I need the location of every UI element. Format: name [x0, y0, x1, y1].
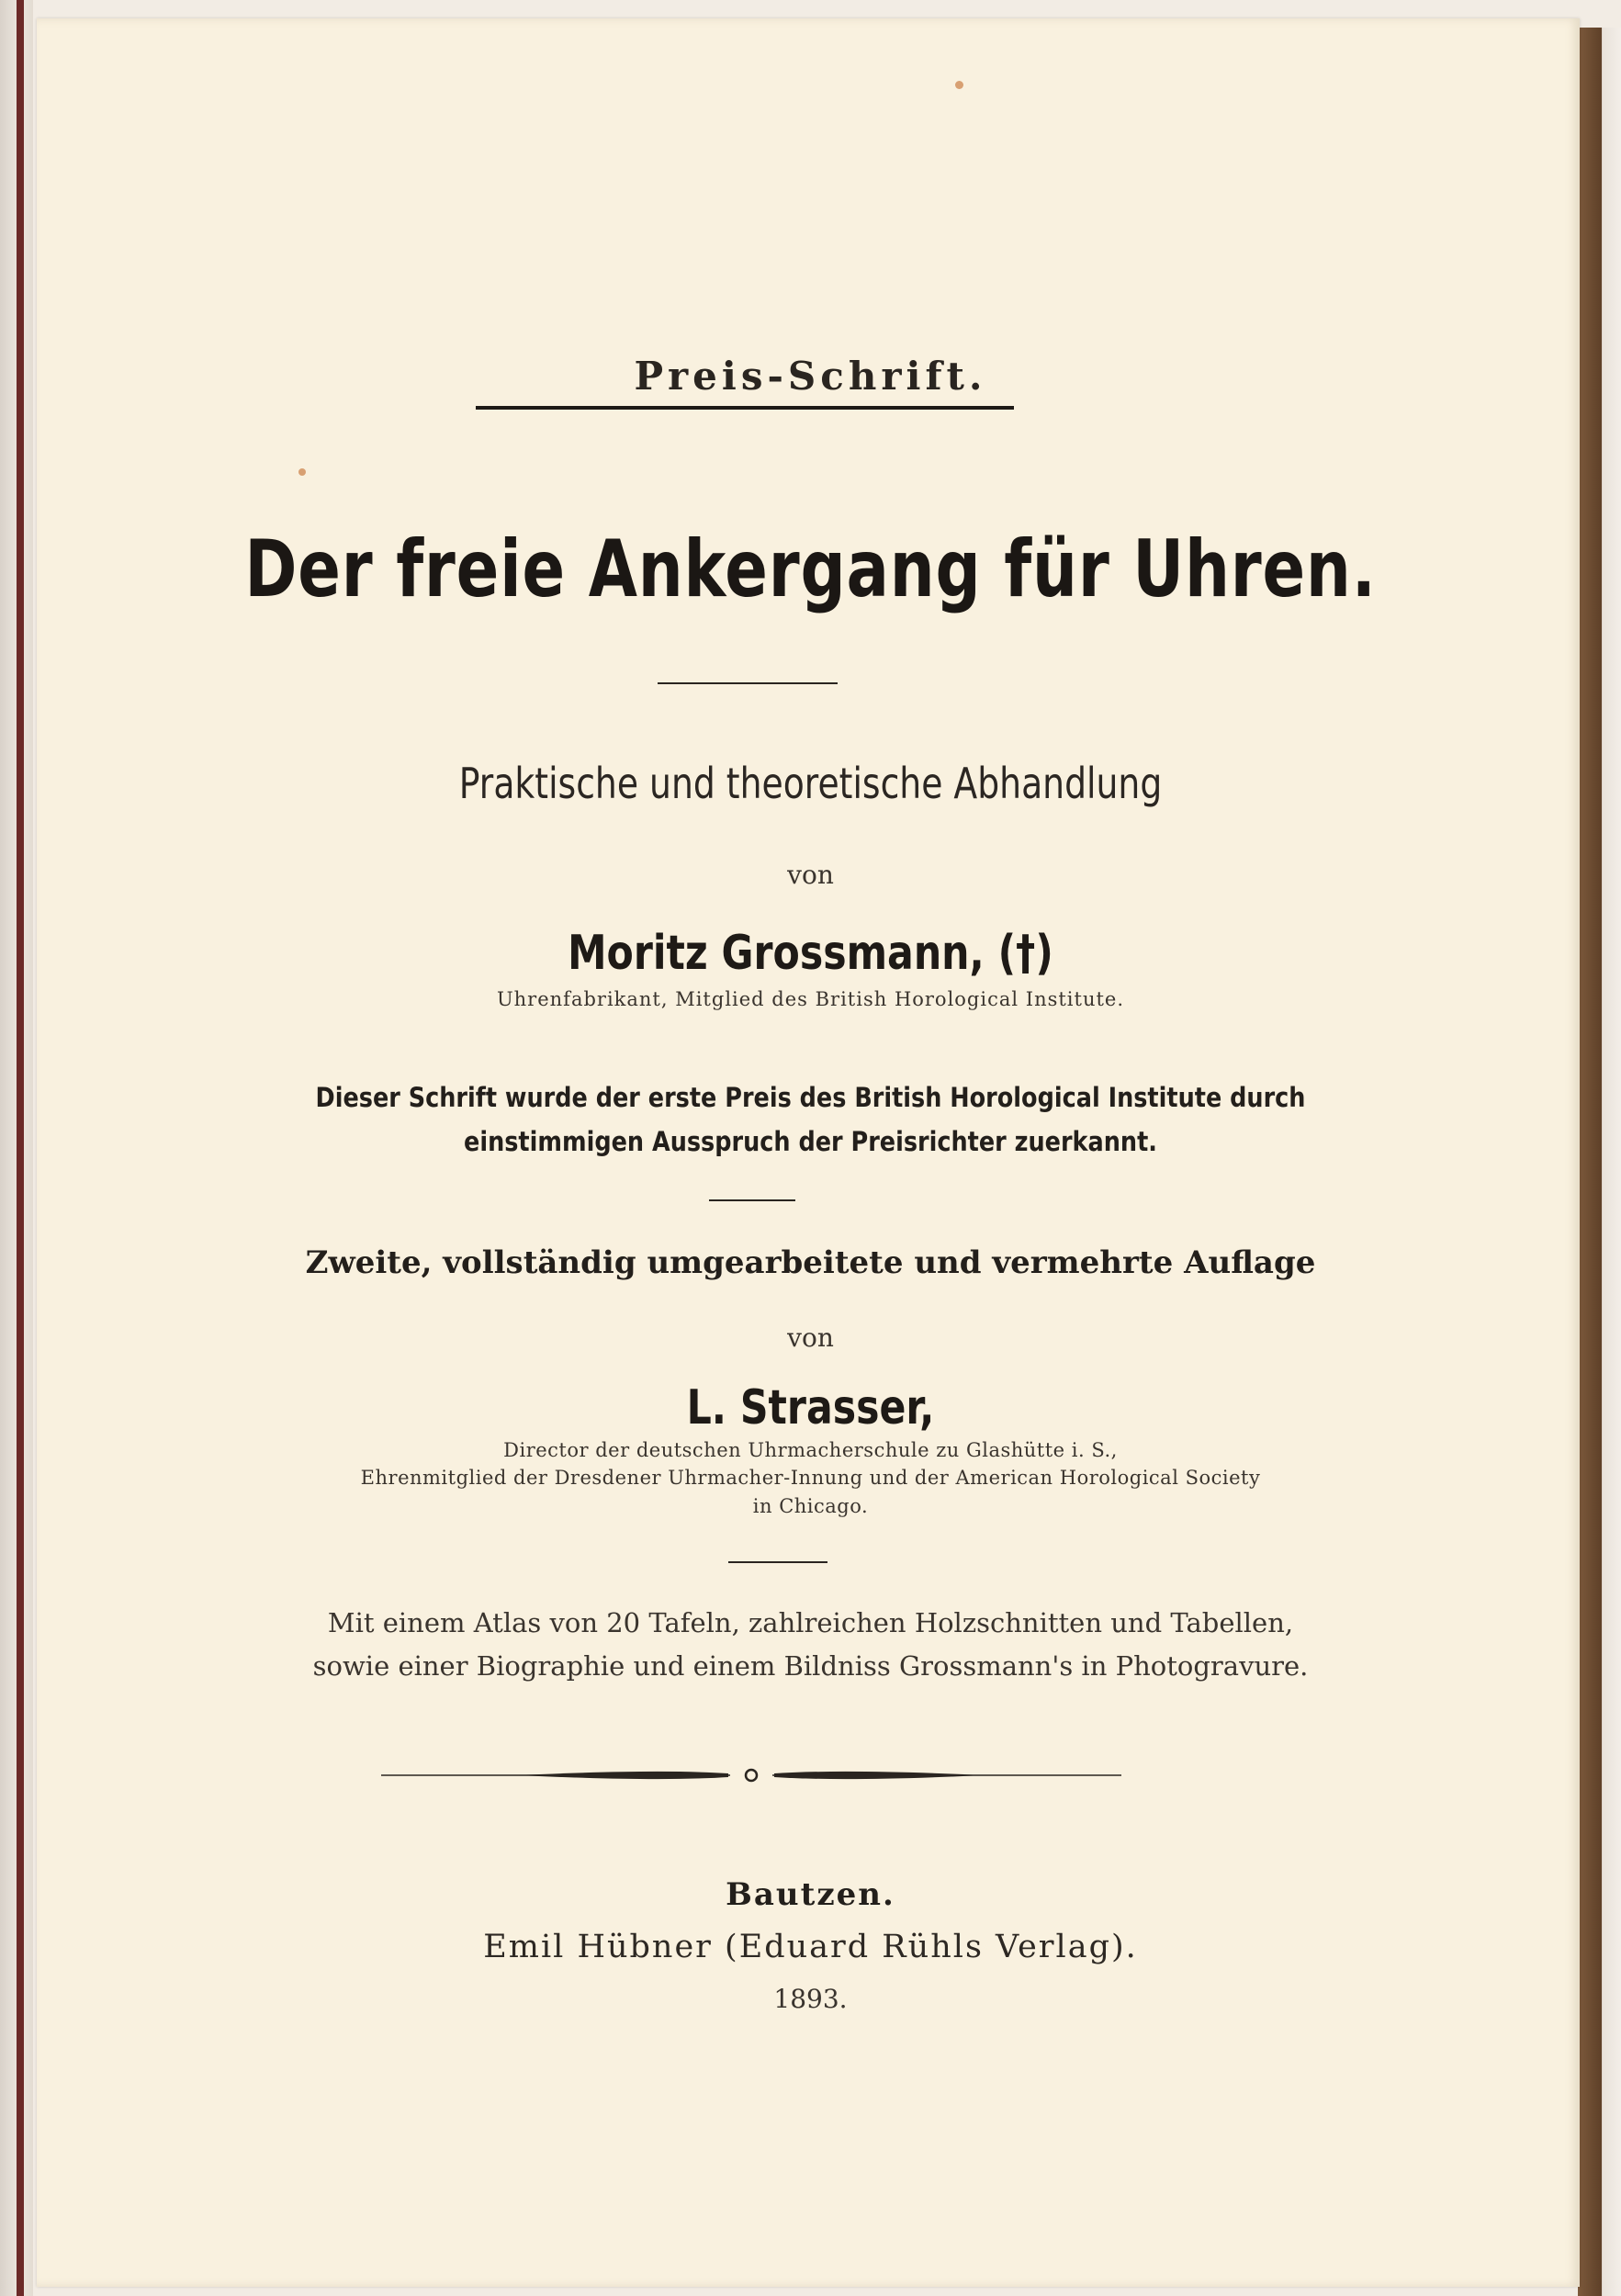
editor-description-line: in Chicago. [752, 1495, 869, 1517]
prize-label-underline [476, 406, 1014, 410]
divider-rule [709, 1199, 795, 1201]
paper-speck [298, 468, 306, 476]
book-title: Der freie Ankergang für Uhren. [244, 523, 1377, 615]
by-line: von [787, 860, 834, 890]
ornamental-rule [381, 1761, 1121, 1789]
divider-rule [658, 682, 838, 684]
paper-speck [955, 81, 963, 89]
author-name: Moritz Grossmann, (†) [568, 926, 1053, 981]
contents-note-line: Mit einem Atlas von 20 Tafeln, zahlreichen Holzschnitten und Tabellen, [327, 1607, 1294, 1638]
book-subtitle: Praktische und theoretische Abhandlung [458, 759, 1163, 808]
contents-note-line: sowie einer Biographie und einem Bildniss Grossmann's in Photogravure. [312, 1650, 1309, 1682]
prize-note-line: Dieser Schrift wurde der erste Preis des British Horological Institute durch [315, 1082, 1306, 1113]
publisher: Emil Hübner (Eduard Rühls Verlag). [483, 1929, 1138, 1965]
editor-description-line: Ehrenmitglied der Dresdener Uhrmacher-Innung und der American Horological Society [360, 1467, 1261, 1489]
by-line: von [787, 1322, 834, 1353]
edition-statement: Zweite, vollständig umgearbeitete und vermehrte Auflage [305, 1244, 1316, 1281]
divider-rule [728, 1561, 827, 1563]
editor-description-line: Director der deutschen Uhrmacherschule zu Glashütte i. S., [503, 1439, 1118, 1461]
prize-note-line: einstimmigen Ausspruch der Preisrichter zuerkannt. [464, 1126, 1157, 1157]
author-description: Uhrenfabrikant, Mitglied des British Horological Institute. [496, 988, 1125, 1010]
publication-year: 1893. [773, 1984, 848, 2014]
editor-name: L. Strasser, [686, 1380, 935, 1435]
prize-label: Preis-Schrift. [634, 354, 987, 399]
publication-place: Bautzen. [726, 1876, 895, 1913]
